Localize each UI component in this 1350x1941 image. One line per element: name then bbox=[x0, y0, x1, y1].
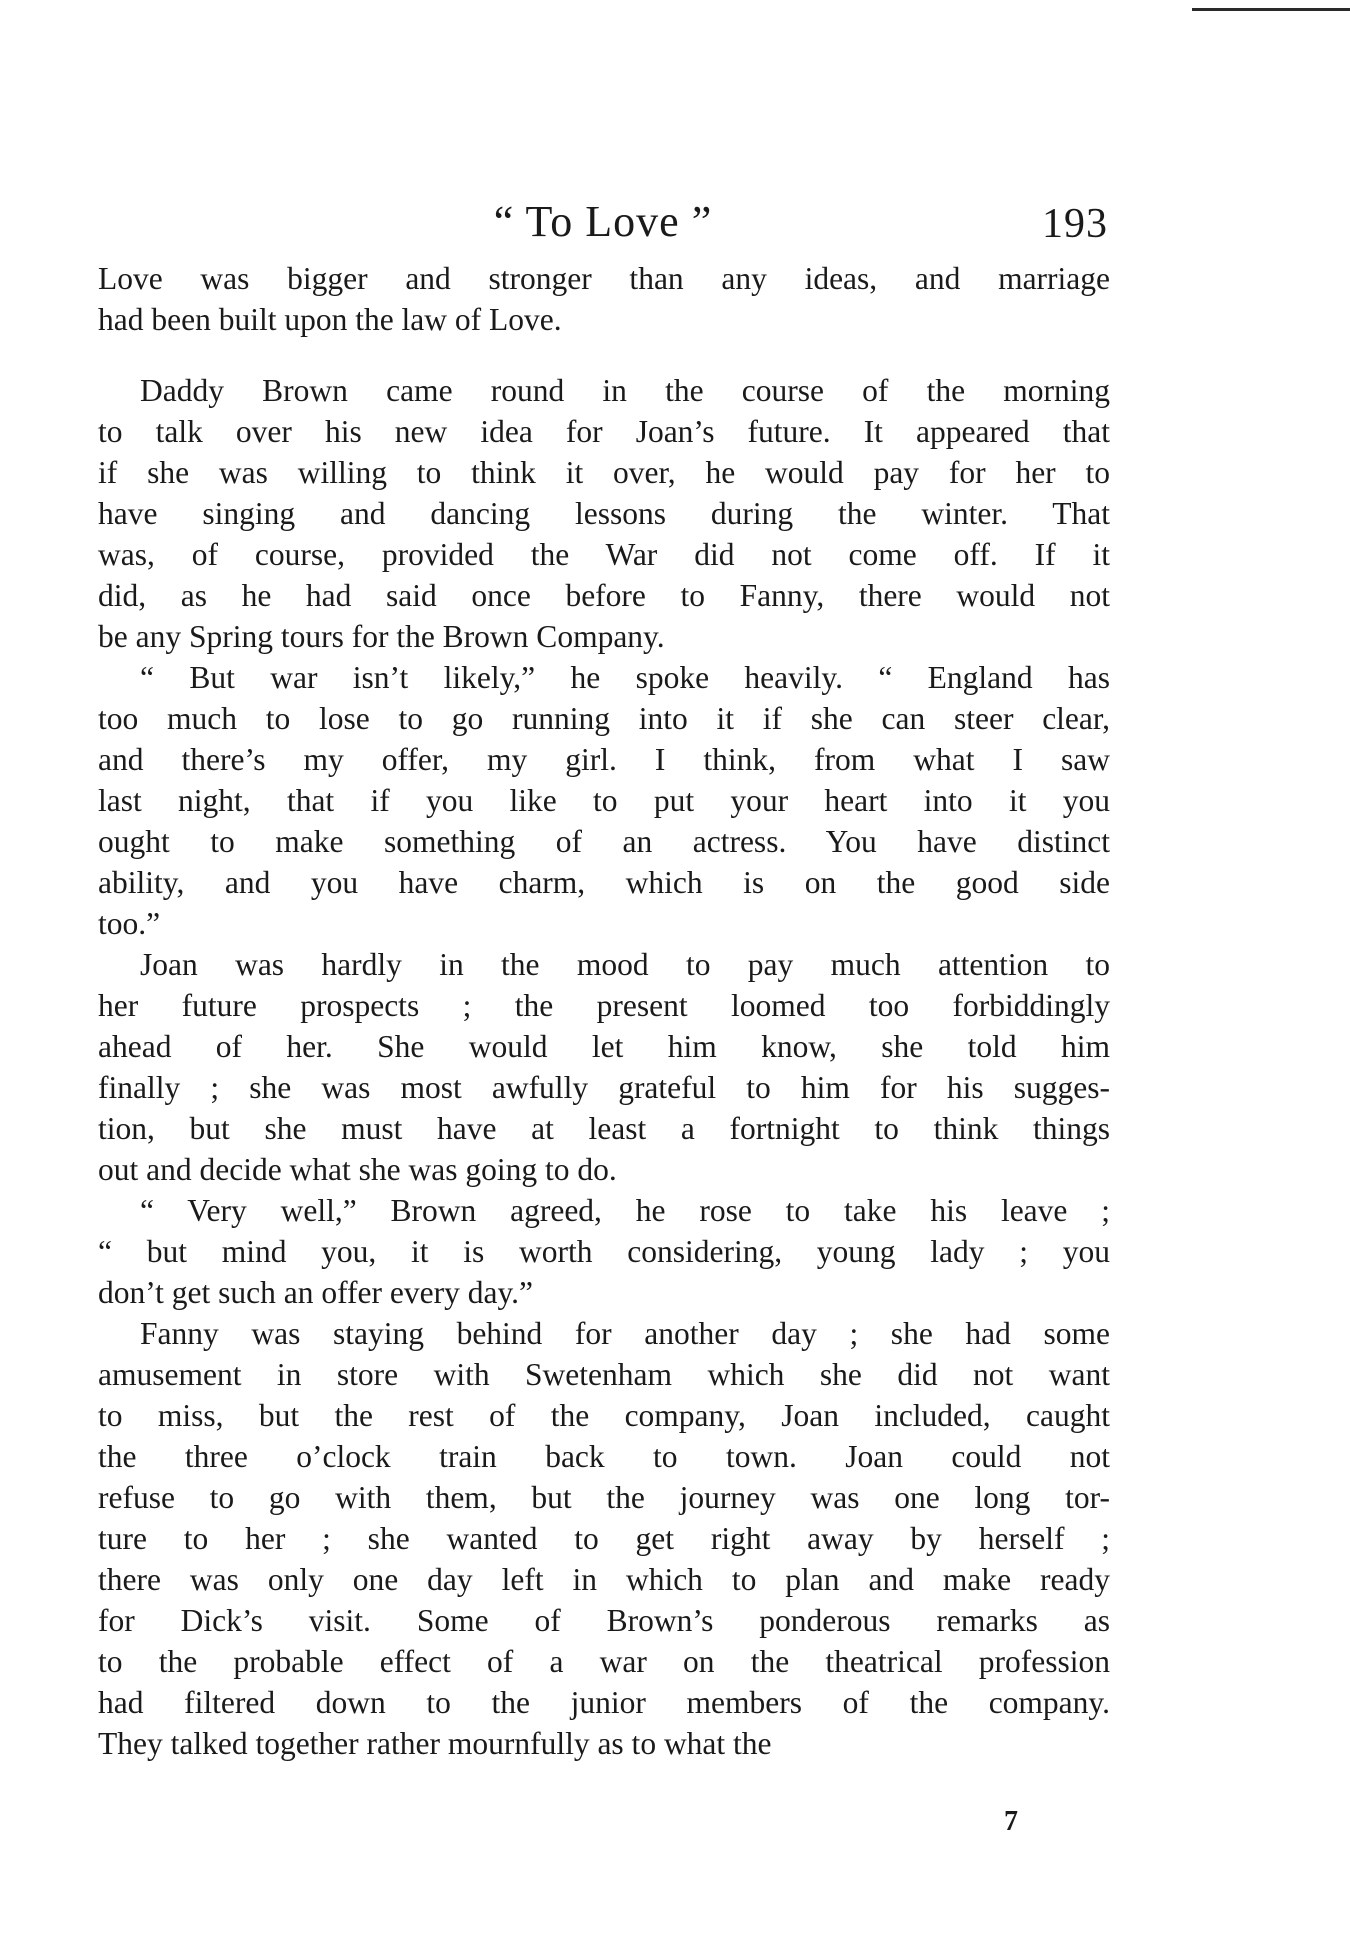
text-line: ability, and you have charm, which is on the good side bbox=[98, 865, 1110, 900]
text-line: “ But war isn’t likely,” he spoke heavily. “ England has bbox=[140, 660, 1110, 695]
text-line: have singing and dancing lessons during the winter. That bbox=[98, 496, 1110, 531]
text-line: had filtered down to the junior members of the company. bbox=[98, 1685, 1110, 1720]
paragraph bbox=[98, 370, 1110, 657]
text-line: for Dick’s visit. Some of Brown’s ponderous remarks as bbox=[98, 1603, 1110, 1638]
top-edge-rule bbox=[1192, 8, 1350, 11]
text-line: did, as he had said once before to Fanny, there would not bbox=[98, 578, 1110, 613]
text-line: her future prospects ; the present loomed too forbiddingly bbox=[98, 988, 1110, 1023]
paragraph bbox=[98, 258, 1110, 340]
text-line: Joan was hardly in the mood to pay much attention to bbox=[140, 947, 1110, 982]
page-number: 193 bbox=[1042, 201, 1108, 247]
text-line: to miss, but the rest of the company, Joan included, caught bbox=[98, 1398, 1110, 1433]
text-line: had been built upon the law of Love. bbox=[98, 302, 562, 337]
text-line: and there’s my offer, my girl. I think, from what I saw bbox=[98, 742, 1110, 777]
paragraph bbox=[98, 657, 1110, 944]
running-head bbox=[98, 196, 1108, 252]
text-line: “ but mind you, it is worth considering, young lady ; you bbox=[98, 1234, 1110, 1269]
text-line: Daddy Brown came round in the course of the morning bbox=[140, 373, 1110, 408]
text-line: too much to lose to go running into it if she can steer clear, bbox=[98, 701, 1110, 736]
paragraph bbox=[98, 1190, 1110, 1313]
text-line: amusement in store with Swetenham which she did not want bbox=[98, 1357, 1110, 1392]
text-line: “ Very well,” Brown agreed, he rose to take his leave ; bbox=[140, 1193, 1110, 1228]
text-line: Fanny was staying behind for another day ; she had some bbox=[140, 1316, 1110, 1351]
text-line: finally ; she was most awfully grateful to him for his sugges- bbox=[98, 1070, 1110, 1105]
text-line: ture to her ; she wanted to get right away by herself ; bbox=[98, 1521, 1110, 1556]
text-line: out and decide what she was going to do. bbox=[98, 1152, 617, 1187]
body-text bbox=[98, 258, 1110, 1764]
paragraph bbox=[98, 944, 1110, 1190]
text-line: don’t get such an offer every day.” bbox=[98, 1275, 534, 1310]
text-line: refuse to go with them, but the journey was one long tor- bbox=[98, 1480, 1110, 1515]
text-line: the three o’clock train back to town. Joan could not bbox=[98, 1439, 1110, 1474]
text-line: tion, but she must have at least a fortnight to think things bbox=[98, 1111, 1110, 1146]
text-line: ahead of her. She would let him know, she told him bbox=[98, 1029, 1110, 1064]
text-line: last night, that if you like to put your heart into it you bbox=[98, 783, 1110, 818]
text-line: to the probable effect of a war on the theatrical profession bbox=[98, 1644, 1110, 1679]
paragraph bbox=[98, 1313, 1110, 1764]
text-line: to talk over his new idea for Joan’s future. It appeared that bbox=[98, 414, 1110, 449]
text-line: there was only one day left in which to plan and make ready bbox=[98, 1562, 1110, 1597]
text-line: ought to make something of an actress. You have distinct bbox=[98, 824, 1110, 859]
text-line: was, of course, provided the War did not come off. If it bbox=[98, 537, 1110, 572]
signature-mark: 7 bbox=[1004, 1806, 1018, 1837]
text-line: Love was bigger and stronger than any ideas, and marriage bbox=[98, 261, 1110, 296]
paragraph-gap bbox=[98, 340, 1110, 370]
text-line: too.” bbox=[98, 906, 161, 941]
text-line: They talked together rather mournfully as to what the bbox=[98, 1726, 772, 1761]
text-line: be any Spring tours for the Brown Company. bbox=[98, 619, 665, 654]
text-line: if she was willing to think it over, he would pay for her to bbox=[98, 455, 1110, 490]
running-title: “ To Love ” bbox=[493, 197, 713, 246]
